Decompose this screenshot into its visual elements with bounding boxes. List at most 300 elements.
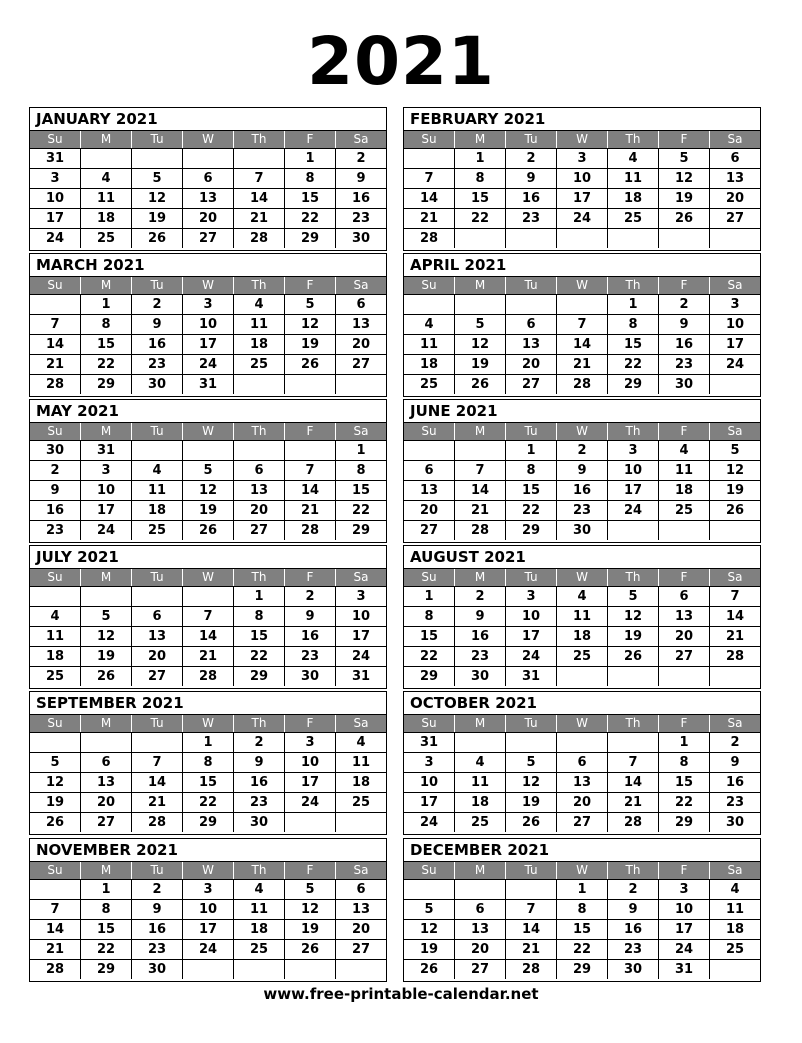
- day-cell: 24: [285, 793, 336, 812]
- week-row: [404, 586, 760, 606]
- day-cell: 18: [659, 481, 710, 500]
- day-cell: 13: [404, 481, 455, 500]
- day-cell: 28: [285, 521, 336, 540]
- weekday-header: M: [455, 131, 506, 148]
- day-cell: 29: [183, 813, 234, 832]
- day-cell: 21: [234, 209, 285, 228]
- day-cell: [336, 375, 386, 394]
- week-row: [404, 480, 760, 500]
- day-cell: 19: [506, 793, 557, 812]
- day-cell: [506, 229, 557, 248]
- day-cell: 13: [455, 920, 506, 939]
- day-cell: [81, 733, 132, 752]
- day-cell: 1: [234, 587, 285, 606]
- day-cell: 2: [30, 461, 81, 480]
- day-cell: 22: [285, 209, 336, 228]
- day-cell: 10: [351, 609, 371, 624]
- day-cell: 21: [132, 793, 183, 812]
- weekday-header: F: [285, 862, 336, 879]
- day-cell: 1: [659, 733, 710, 752]
- weekday-header: M: [455, 715, 506, 732]
- day-cell: 13: [183, 189, 234, 208]
- day-cell: 21: [183, 647, 234, 666]
- weekday-header: Sa: [727, 863, 743, 877]
- week-row: [30, 208, 386, 228]
- weekday-header-row: [30, 276, 386, 294]
- day-cell: 23: [557, 501, 608, 520]
- week-row: [30, 440, 386, 460]
- week-row: [404, 959, 760, 979]
- day-cell: 11: [725, 902, 745, 917]
- day-cell: 5: [285, 295, 336, 314]
- day-cell: 28: [404, 229, 455, 248]
- day-cell: 5: [404, 900, 455, 919]
- day-cell: 25: [659, 501, 710, 520]
- weekday-header: Su: [404, 131, 455, 148]
- day-cell: 12: [285, 315, 336, 334]
- weekday-header: Th: [234, 569, 285, 586]
- day-cell: 11: [81, 189, 132, 208]
- weekday-header: Th: [234, 423, 285, 440]
- day-cell: 24: [659, 940, 710, 959]
- day-cell: [659, 229, 710, 248]
- day-cell: 19: [81, 647, 132, 666]
- day-cell: 14: [608, 773, 659, 792]
- day-cell: 24: [404, 813, 455, 832]
- day-cell: 25: [455, 813, 506, 832]
- day-cell: 14: [557, 335, 608, 354]
- day-cell: 4: [132, 461, 183, 480]
- day-cell: [506, 295, 557, 314]
- day-cell: 9: [608, 900, 659, 919]
- day-cell: 7: [30, 900, 81, 919]
- day-cell: 18: [557, 627, 608, 646]
- week-row: [30, 354, 386, 374]
- weekday-header-row: [404, 714, 760, 732]
- day-cell: 8: [455, 169, 506, 188]
- day-cell: 18: [81, 209, 132, 228]
- day-cell: 4: [659, 441, 710, 460]
- day-cell: 31: [506, 667, 557, 686]
- day-cell: 12: [183, 481, 234, 500]
- day-cell: 27: [725, 211, 745, 226]
- day-cell: 4: [455, 753, 506, 772]
- day-cell: [608, 667, 659, 686]
- day-cell: 25: [234, 940, 285, 959]
- weekday-header: M: [455, 423, 506, 440]
- day-cell: 30: [725, 815, 745, 830]
- day-cell: 24: [725, 357, 745, 372]
- day-cell: 29: [659, 813, 710, 832]
- day-cell: 4: [234, 295, 285, 314]
- day-cell: 8: [81, 315, 132, 334]
- day-cell: 26: [183, 521, 234, 540]
- day-cell: [659, 521, 710, 540]
- day-cell: 23: [30, 521, 81, 540]
- weekday-header: Tu: [506, 131, 557, 148]
- day-cell: 18: [234, 920, 285, 939]
- day-cell: 22: [404, 647, 455, 666]
- weekday-header: W: [183, 862, 234, 879]
- month-title: MAY 2021: [36, 402, 119, 420]
- day-cell: 4: [81, 169, 132, 188]
- day-cell: 26: [608, 647, 659, 666]
- day-cell: 2: [132, 880, 183, 899]
- day-cell: 27: [351, 357, 371, 372]
- day-cell: [506, 880, 557, 899]
- week-row: [404, 188, 760, 208]
- day-cell: 11: [659, 461, 710, 480]
- day-cell: 12: [608, 607, 659, 626]
- day-cell: [30, 295, 81, 314]
- day-cell: 18: [404, 355, 455, 374]
- day-cell: 26: [506, 813, 557, 832]
- week-row: [404, 148, 760, 168]
- weekday-header-row: [404, 861, 760, 879]
- day-cell: 20: [659, 627, 710, 646]
- day-cell: 19: [404, 940, 455, 959]
- weekday-header: F: [659, 715, 710, 732]
- day-cell: 23: [132, 355, 183, 374]
- day-cell: 14: [234, 189, 285, 208]
- day-cell: 30: [30, 441, 81, 460]
- day-cell: [132, 733, 183, 752]
- weekday-header-row: [404, 422, 760, 440]
- week-row: [30, 732, 386, 752]
- weekday-header: Th: [608, 569, 659, 586]
- day-cell: 15: [557, 920, 608, 939]
- day-cell: 20: [183, 209, 234, 228]
- day-cell: 9: [30, 481, 81, 500]
- day-cell: 27: [132, 667, 183, 686]
- day-cell: 20: [506, 355, 557, 374]
- day-cell: 30: [234, 813, 285, 832]
- day-cell: 23: [506, 209, 557, 228]
- day-cell: [455, 733, 506, 752]
- day-cell: 21: [285, 501, 336, 520]
- day-cell: 21: [455, 501, 506, 520]
- day-cell: 9: [285, 607, 336, 626]
- day-cell: 13: [725, 171, 745, 186]
- week-row: [404, 374, 760, 394]
- day-cell: 5: [132, 169, 183, 188]
- page-title: 2021: [307, 23, 495, 100]
- day-cell: 15: [285, 189, 336, 208]
- week-row: [30, 374, 386, 394]
- week-row: [30, 520, 386, 540]
- weekday-header: Th: [608, 423, 659, 440]
- month-calendar: [403, 691, 761, 835]
- day-cell: 22: [351, 503, 371, 518]
- day-cell: 21: [404, 209, 455, 228]
- day-cell: 4: [730, 882, 740, 897]
- day-cell: 22: [557, 940, 608, 959]
- day-cell: 30: [557, 521, 608, 540]
- day-cell: 23: [285, 647, 336, 666]
- week-row: [404, 752, 760, 772]
- day-cell: 10: [183, 900, 234, 919]
- day-cell: 14: [30, 920, 81, 939]
- day-cell: 18: [351, 775, 371, 790]
- month-title: APRIL 2021: [410, 256, 507, 274]
- month-calendar: [403, 545, 761, 689]
- day-cell: 2: [455, 587, 506, 606]
- day-cell: 20: [351, 922, 371, 937]
- day-cell: 6: [506, 315, 557, 334]
- day-cell: 8: [356, 463, 366, 478]
- day-cell: 2: [608, 880, 659, 899]
- day-cell: [285, 375, 336, 394]
- day-cell: 15: [81, 335, 132, 354]
- day-cell: 3: [356, 589, 366, 604]
- day-cell: 19: [285, 335, 336, 354]
- day-cell: 5: [506, 753, 557, 772]
- day-cell: 31: [659, 960, 710, 979]
- weekday-header: Tu: [132, 862, 183, 879]
- week-row: [404, 919, 760, 939]
- day-cell: 14: [30, 335, 81, 354]
- day-cell: 20: [234, 501, 285, 520]
- day-cell: 12: [659, 169, 710, 188]
- day-cell: [557, 229, 608, 248]
- day-cell: 13: [81, 773, 132, 792]
- day-cell: [285, 960, 336, 979]
- day-cell: 23: [659, 355, 710, 374]
- day-cell: 6: [356, 297, 366, 312]
- weekday-header: M: [455, 277, 506, 294]
- week-row: [404, 520, 760, 540]
- day-cell: [710, 667, 760, 686]
- day-cell: 19: [132, 209, 183, 228]
- weekday-header: M: [81, 277, 132, 294]
- weekday-header-row: [30, 130, 386, 148]
- day-cell: 5: [81, 607, 132, 626]
- day-cell: 9: [455, 607, 506, 626]
- day-cell: 1: [356, 443, 366, 458]
- day-cell: 19: [725, 483, 745, 498]
- day-cell: 8: [404, 607, 455, 626]
- day-cell: 22: [234, 647, 285, 666]
- day-cell: 13: [557, 773, 608, 792]
- day-cell: 18: [234, 335, 285, 354]
- weekday-header: Th: [608, 715, 659, 732]
- day-cell: 24: [81, 521, 132, 540]
- weekday-header: Tu: [132, 131, 183, 148]
- day-cell: 13: [351, 317, 371, 332]
- day-cell: 3: [659, 880, 710, 899]
- day-cell: 16: [285, 627, 336, 646]
- weekday-header: Sa: [727, 570, 743, 584]
- day-cell: 6: [659, 587, 710, 606]
- weekday-header: Su: [404, 423, 455, 440]
- week-row: [30, 500, 386, 520]
- day-cell: [183, 441, 234, 460]
- weekday-header: F: [659, 131, 710, 148]
- week-row: [30, 646, 386, 666]
- day-cell: 26: [30, 813, 81, 832]
- day-cell: 4: [30, 607, 81, 626]
- day-cell: 3: [30, 169, 81, 188]
- weekday-header: Sa: [353, 424, 369, 438]
- weekday-header: Th: [234, 131, 285, 148]
- day-cell: 26: [81, 667, 132, 686]
- day-cell: 19: [455, 355, 506, 374]
- day-cell: 5: [659, 149, 710, 168]
- weekday-header: Tu: [506, 277, 557, 294]
- day-cell: 3: [608, 441, 659, 460]
- day-cell: 28: [608, 813, 659, 832]
- day-cell: 4: [404, 315, 455, 334]
- day-cell: 21: [725, 629, 745, 644]
- weekday-header: Tu: [506, 423, 557, 440]
- day-cell: 27: [183, 229, 234, 248]
- day-cell: 28: [506, 960, 557, 979]
- month-title: NOVEMBER 2021: [36, 841, 178, 859]
- day-cell: 25: [234, 355, 285, 374]
- week-row: [30, 460, 386, 480]
- week-row: [30, 334, 386, 354]
- day-cell: 24: [183, 355, 234, 374]
- day-cell: 11: [404, 335, 455, 354]
- day-cell: 26: [285, 940, 336, 959]
- week-row: [30, 480, 386, 500]
- day-cell: 17: [506, 627, 557, 646]
- week-row: [30, 168, 386, 188]
- day-cell: [183, 587, 234, 606]
- day-cell: 2: [285, 587, 336, 606]
- day-cell: 20: [455, 940, 506, 959]
- day-cell: 12: [506, 773, 557, 792]
- day-cell: 1: [404, 587, 455, 606]
- day-cell: [608, 521, 659, 540]
- day-cell: [710, 960, 760, 979]
- weekday-header: Su: [30, 569, 81, 586]
- weekday-header: Sa: [353, 132, 369, 146]
- week-row: [30, 148, 386, 168]
- day-cell: 29: [285, 229, 336, 248]
- week-row: [30, 959, 386, 979]
- day-cell: 12: [285, 900, 336, 919]
- week-row: [30, 752, 386, 772]
- day-cell: [455, 295, 506, 314]
- day-cell: 9: [132, 315, 183, 334]
- weekday-header-row: [30, 568, 386, 586]
- week-row: [404, 626, 760, 646]
- day-cell: 16: [132, 335, 183, 354]
- week-row: [30, 879, 386, 899]
- day-cell: 15: [351, 483, 371, 498]
- day-cell: 9: [356, 171, 366, 186]
- month-calendar: [29, 545, 387, 689]
- day-cell: 15: [659, 773, 710, 792]
- day-cell: 3: [285, 733, 336, 752]
- day-cell: 6: [234, 461, 285, 480]
- day-cell: 3: [506, 587, 557, 606]
- day-cell: 17: [608, 481, 659, 500]
- weekday-header: Th: [608, 131, 659, 148]
- day-cell: 19: [659, 189, 710, 208]
- week-row: [30, 606, 386, 626]
- day-cell: 29: [557, 960, 608, 979]
- day-cell: 10: [659, 900, 710, 919]
- day-cell: 6: [557, 753, 608, 772]
- month-calendar: [403, 838, 761, 982]
- day-cell: [557, 733, 608, 752]
- weekday-header: Su: [404, 277, 455, 294]
- day-cell: 26: [132, 229, 183, 248]
- day-cell: 27: [234, 521, 285, 540]
- day-cell: 8: [557, 900, 608, 919]
- day-cell: 28: [183, 667, 234, 686]
- weekday-header: Th: [234, 862, 285, 879]
- day-cell: 3: [730, 297, 740, 312]
- day-cell: 29: [351, 523, 371, 538]
- week-row: [404, 208, 760, 228]
- day-cell: 23: [351, 211, 371, 226]
- day-cell: [81, 587, 132, 606]
- weekday-header: Su: [30, 423, 81, 440]
- day-cell: 26: [659, 209, 710, 228]
- day-cell: 2: [659, 295, 710, 314]
- day-cell: 28: [30, 960, 81, 979]
- day-cell: 1: [455, 149, 506, 168]
- day-cell: 12: [132, 189, 183, 208]
- weekday-header: Su: [404, 862, 455, 879]
- day-cell: 18: [455, 793, 506, 812]
- day-cell: 5: [730, 443, 740, 458]
- day-cell: 30: [132, 375, 183, 394]
- day-cell: 28: [234, 229, 285, 248]
- weekday-header-row: [404, 130, 760, 148]
- day-cell: 28: [557, 375, 608, 394]
- day-cell: 29: [234, 667, 285, 686]
- weekday-header: W: [183, 131, 234, 148]
- footer-url: www.free-printable-calendar.net: [263, 985, 539, 1003]
- day-cell: 26: [725, 503, 745, 518]
- day-cell: [455, 880, 506, 899]
- weekday-header: W: [557, 569, 608, 586]
- day-cell: 13: [351, 902, 371, 917]
- day-cell: 27: [81, 813, 132, 832]
- weekday-header: F: [285, 569, 336, 586]
- day-cell: 1: [557, 880, 608, 899]
- day-cell: 6: [455, 900, 506, 919]
- day-cell: 18: [30, 647, 81, 666]
- month-title: OCTOBER 2021: [410, 694, 537, 712]
- week-row: [404, 732, 760, 752]
- day-cell: 19: [285, 920, 336, 939]
- day-cell: 24: [608, 501, 659, 520]
- day-cell: 20: [557, 793, 608, 812]
- week-row: [404, 168, 760, 188]
- day-cell: 16: [725, 775, 745, 790]
- day-cell: 1: [506, 441, 557, 460]
- day-cell: 22: [659, 793, 710, 812]
- day-cell: [81, 149, 132, 168]
- weekday-header: M: [81, 423, 132, 440]
- day-cell: 19: [608, 627, 659, 646]
- day-cell: 8: [608, 315, 659, 334]
- day-cell: 7: [404, 169, 455, 188]
- day-cell: 10: [404, 773, 455, 792]
- month-calendar: [403, 107, 761, 251]
- weekday-header: Tu: [506, 569, 557, 586]
- week-row: [404, 440, 760, 460]
- day-cell: 22: [81, 355, 132, 374]
- day-cell: 4: [234, 880, 285, 899]
- week-row: [30, 294, 386, 314]
- day-cell: [132, 441, 183, 460]
